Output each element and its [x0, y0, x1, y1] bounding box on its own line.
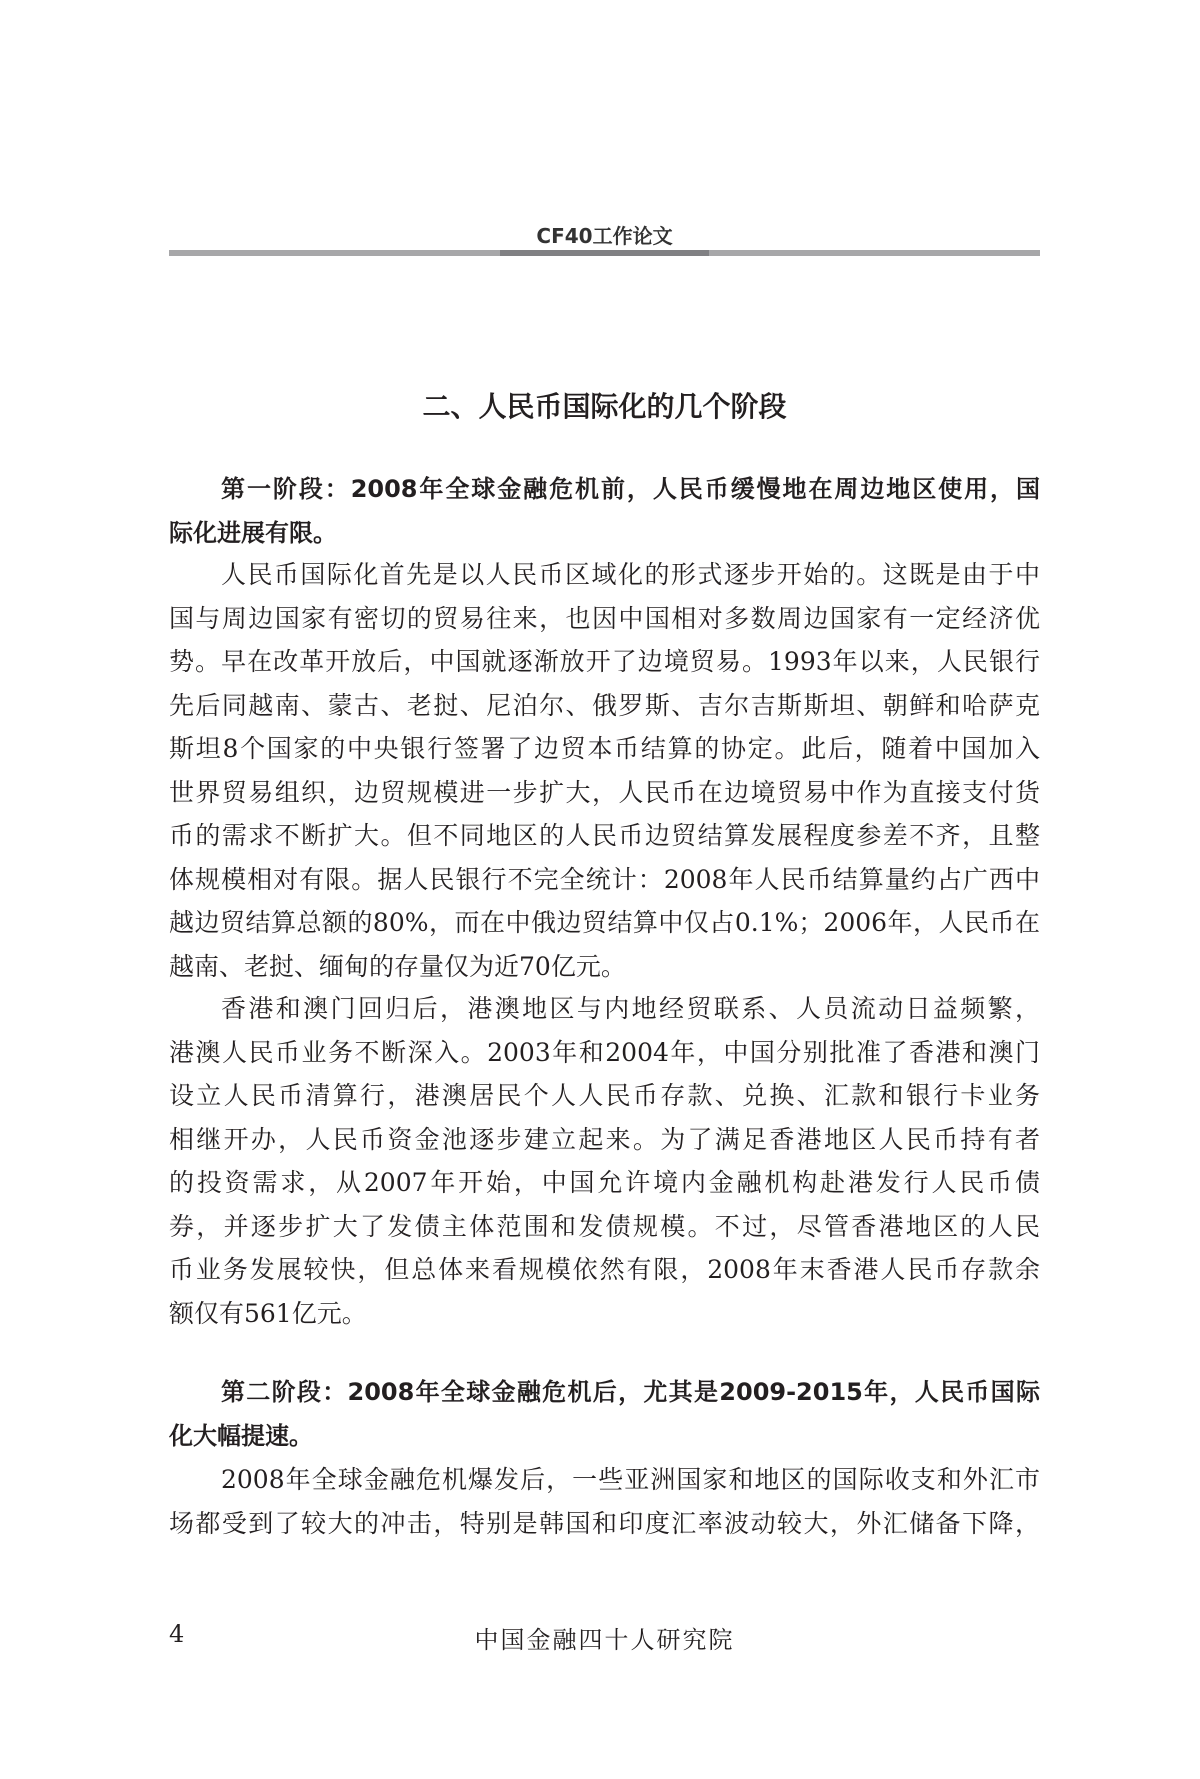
- text-line: 际化进展有限。: [169, 518, 337, 547]
- text-line: 第二阶段：2008年全球金融危机后，尤其是2009-2015年，人民币国际: [221, 1378, 1040, 1406]
- header-rule: [169, 250, 1040, 256]
- text-line: 额仅有561亿元。: [169, 1298, 367, 1328]
- text-line: 港澳人民币业务不断深入。2003年和2004年，中国分别批准了香港和澳门: [169, 1037, 1040, 1067]
- text-line: 越边贸结算总额的80%，而在中俄边贸结算中仅占0.1%；2006年，人民币在: [169, 908, 1040, 937]
- footer-institution: 中国金融四十人研究院: [474, 1626, 735, 1654]
- text-line: 场都受到了较大的冲击，特别是韩国和印度汇率波动较大，外汇储备下降，: [169, 1508, 1040, 1538]
- text-line: 币的需求不断扩大。但不同地区的人民币边贸结算发展程度参差不齐，且整: [169, 821, 1040, 850]
- text-line: 券，并逐步扩大了发债主体范围和发债规模。不过，尽管香港地区的人民: [169, 1211, 1040, 1241]
- page-number: 4: [169, 1620, 185, 1648]
- text-line: 设立人民币清算行，港澳居民个人人民币存款、兑换、汇款和银行卡业务: [169, 1081, 1040, 1110]
- running-header: CF40工作论文: [536, 224, 673, 248]
- text-line: 第一阶段：2008年全球金融危机前，人民币缓慢地在周边地区使用，国: [221, 475, 1040, 503]
- stage1-paragraph-2: [169, 987, 1040, 1335]
- text-line: 越南、老挝、缅甸的存量仅为近70亿元。: [169, 951, 626, 981]
- stage2-paragraph-1: [169, 1458, 1040, 1545]
- section-title: 二、人民币国际化的几个阶段: [422, 390, 787, 423]
- text-line: 香港和澳门回归后，港澳地区与内地经贸联系、人员流动日益频繁，: [221, 994, 1040, 1023]
- text-line: 体规模相对有限。据人民银行不完全统计：2008年人民币结算量约占广西中: [169, 864, 1040, 894]
- text-line: 世界贸易组织，边贸规模进一步扩大，人民币在边境贸易中作为直接支付货: [169, 777, 1040, 807]
- text-line: 势。早在改革开放后，中国就逐渐放开了边境贸易。1993年以来，人民银行: [169, 647, 1040, 676]
- text-line: 2008年全球金融危机爆发后，一些亚洲国家和地区的国际收支和外汇市: [221, 1465, 1040, 1494]
- text-line: 化大幅提速。: [169, 1421, 313, 1450]
- stage1-paragraph-1: [169, 553, 1040, 988]
- stage1-heading: [169, 468, 1040, 555]
- text-line: 相继开办，人民币资金池逐步建立起来。为了满足香港地区人民币持有者: [169, 1124, 1040, 1154]
- text-line: 斯坦8个国家的中央银行签署了边贸本币结算的协定。此后，随着中国加入: [169, 734, 1040, 763]
- text-line: 币业务发展较快，但总体来看规模依然有限，2008年末香港人民币存款余: [169, 1255, 1040, 1284]
- text-line: 人民币国际化首先是以人民币区域化的形式逐步开始的。这既是由于中: [221, 560, 1040, 589]
- text-line: 先后同越南、蒙古、老挝、尼泊尔、俄罗斯、吉尔吉斯斯坦、朝鲜和哈萨克: [169, 690, 1040, 720]
- text-line: 国与周边国家有密切的贸易往来，也因中国相对多数周边国家有一定经济优: [169, 603, 1040, 633]
- text-line: 的投资需求，从2007年开始，中国允许境内金融机构赴港发行人民币债: [169, 1168, 1040, 1197]
- stage2-heading: [169, 1371, 1040, 1458]
- header-rule-accent: [500, 250, 709, 256]
